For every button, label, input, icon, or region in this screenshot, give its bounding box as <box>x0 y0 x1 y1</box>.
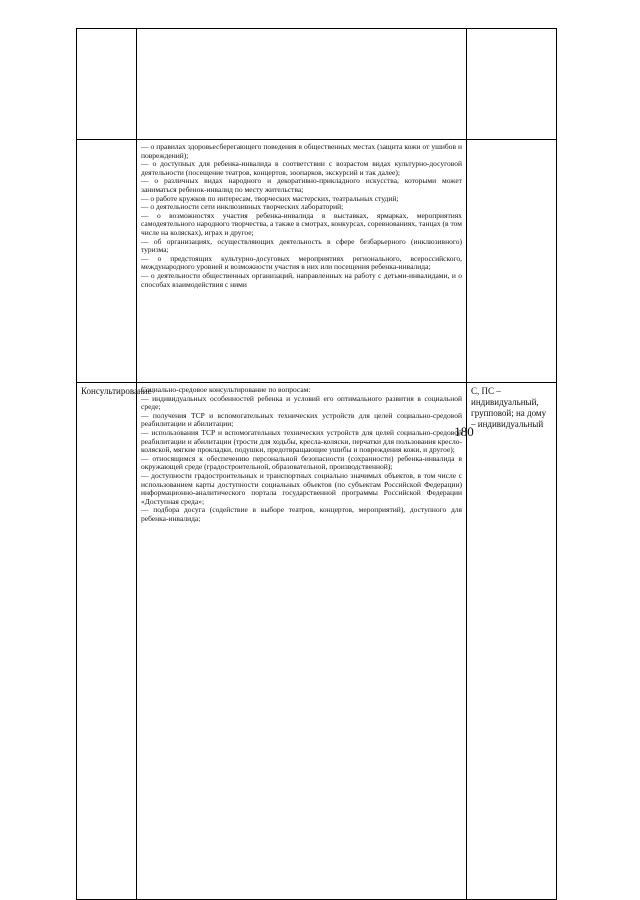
description-line: — о правилах здоровьесберегающего поведения в общественных местах (защита кожи от ушибов и повреждений); <box>141 142 462 160</box>
table-row <box>77 140 557 383</box>
description-line: Социально-средовое консультирование по вопросам: <box>141 385 311 394</box>
description-line: — о деятельности общественных организаций, направленных на работу с детьми-инвалидами, и о способах взаимодействия с ними <box>141 270 462 289</box>
description-line: — о различных видах народного и декоративно-прикладного искусства, которыми может заниматься ребенок-инвалид по месту жительства; <box>141 176 462 194</box>
service-type-cell <box>77 29 137 140</box>
description-line: — о работе кружков по интересам, творческих мастерских, театральных студий; <box>141 193 399 203</box>
description-cell <box>137 29 467 140</box>
description-line: — индивидуальных особенностей ребенка и условий его оптимального развития в социальной среде; <box>141 393 462 412</box>
description-line: — о доступных для ребенка-инвалида в соответствии с возрастом видах культурно-досуговой деятельности (посещение театров, концертов, зоопарков, экскурсий и так далее); <box>141 159 462 177</box>
table-row <box>77 29 557 140</box>
description-cell <box>137 383 467 900</box>
form-cell <box>467 140 557 383</box>
form-cell <box>467 29 557 140</box>
description-line: — использования ТСР и вспомогательных технических устройств для целей социально-средовой реабилитации и абилитации (трости для ходьбы, кресла-коляски, перчатки для пользования кресло-коляской, мягкие прокладки, подушки, предотвращающие ушибы и повреждения кожи, и другое); <box>141 427 462 455</box>
form-cell <box>467 383 557 900</box>
description-line: — о возможностях участия ребенка-инвалида в выставках, ярмарках, мероприятиях самодеятельного народного творчества, а также в смотрах, конкурсах, соревнованиях, танцах (в том числе на колясках), играх и другое; <box>141 210 462 237</box>
description-line: — о деятельности сети инклюзивных творческих лабораторий; <box>141 202 344 212</box>
form-label: С, ПС – индивидуальный, групповой; на дому – индивидуальный <box>471 386 547 429</box>
services-table <box>76 28 557 900</box>
service-type-cell <box>77 140 137 383</box>
service-type-cell <box>77 383 152 900</box>
description-line: — подбора досуга (содействие в выборе театров, концертов, мероприятий), доступного для ребенка-инвалида; <box>141 505 462 523</box>
description-line: — об организациях, осуществляющих деятельность в сфере безбарьерного (инклюзивного) туризма; <box>141 236 462 255</box>
description-line: — доступности градостроительных и транспортных социально значимых объектов, в том числе с использованием карты доступности социальных объектов (по субъектам Российской Федерации) информационно-аналитического портала государственной программы Российской Федерации «Доступная среда»; <box>141 470 462 506</box>
table-row <box>77 383 557 900</box>
service-type-label: Консультирование <box>81 386 152 396</box>
description-cell <box>137 140 467 383</box>
description-line: — получения ТСР и вспомогательных технических устройств для целей социально-средовой реабилитации и абилитации; <box>141 410 462 429</box>
description-line: — относящимся к обеспечению персональной безопасности (сохранности) ребенка-инвалида в окружающей среде (градостроительной, образовательной, производственной); <box>141 453 462 472</box>
page-number: 180 <box>454 424 474 439</box>
description-line: — о предстоящих культурно-досуговых мероприятиях регионального, всероссийского, международного уровней и возможности участия в них или посещения ребенка-инвалида; <box>141 253 462 272</box>
